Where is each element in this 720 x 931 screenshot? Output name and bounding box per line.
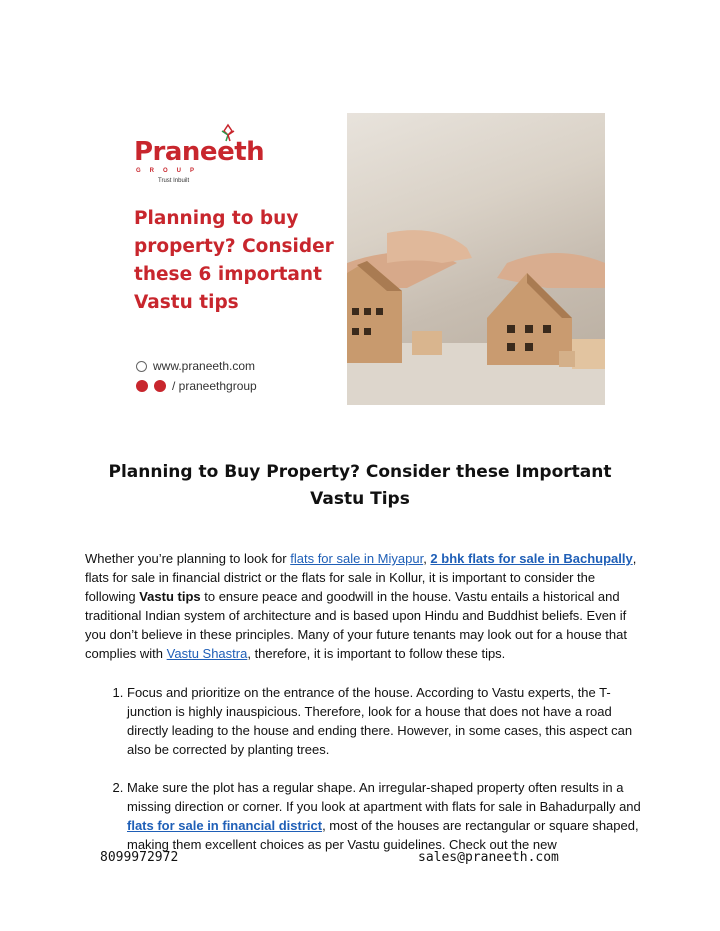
link-2bhk-bachupally[interactable]: 2 bhk flats for sale in Bachupally	[430, 551, 633, 566]
intro-text-5: , therefore, it is important to follow these tips.	[247, 646, 506, 661]
banner-social-row	[136, 379, 257, 393]
hero-banner	[122, 113, 605, 405]
page-title: Planning to Buy Property? Consider these Important Vastu Tips	[108, 462, 612, 509]
article-body	[85, 549, 645, 873]
brand-logo-group: GROUP	[136, 168, 204, 174]
intro-text-3: , flats for sale in financial district or the flats for sale in Kollur, it is important to consider the following	[85, 551, 637, 604]
tip-2-text-a: Make sure the plot has a regular shape. An irregular-shaped property often results in a missing direction or corner. If you look at apartment with flats for sale in Bahadurpally and	[127, 780, 641, 814]
banner-headline: Planning to buy property? Consider these 6 important Vastu tips	[134, 208, 334, 313]
brand-logo: Praneeth	[134, 137, 265, 167]
banner-social-handle: / praneethgroup	[172, 379, 257, 393]
intro-paragraph	[85, 549, 645, 663]
house-models-photo	[347, 113, 605, 405]
instagram-icon	[154, 380, 166, 392]
facebook-icon	[136, 380, 148, 392]
intro-text-1: Whether you’re planning to look for	[85, 551, 291, 566]
intro-text-2: ,	[423, 551, 431, 566]
link-flats-miyapur[interactable]: flats for sale in Miyapur	[290, 551, 424, 566]
intro-bold-vastu-tips: Vastu tips	[139, 589, 201, 604]
footer-phone: 8099972972	[100, 850, 179, 865]
banner-website-row	[136, 359, 255, 373]
brand-tagline: Trust Inbuilt	[158, 178, 190, 184]
banner-website: www.praneeth.com	[153, 359, 256, 373]
link-vastu-shastra[interactable]: Vastu Shastra	[166, 646, 248, 661]
list-item	[127, 778, 645, 854]
link-financial-district[interactable]: flats for sale in financial district	[127, 818, 323, 833]
intro-text-4: to ensure peace and goodwill in the house. Vastu entails a historical and traditional Indian system of architecture and is based upon Hindu and Buddhist beliefs. Even if you don’t believe in these principles. Many of your future tenants may look out for a house that complies with	[85, 589, 627, 661]
footer-email: sales@praneeth.com	[418, 850, 559, 865]
list-item	[127, 683, 645, 759]
banner-text-panel	[122, 113, 346, 405]
globe-icon	[136, 361, 147, 372]
tip-1-text: Focus and prioritize on the entrance of the house. According to Vastu experts, the T-junction is highly inauspicious. Therefore, look for a house that does not have a road directly leading to the house and ending there. However, in some cases, this aspect can also be corrected by planting trees.	[127, 685, 633, 757]
tips-list	[85, 683, 645, 854]
tip-2-text-b: , most of the houses are rectangular or square shaped, making them excellent choices as per Vastu guidelines. Check out the new	[127, 818, 639, 852]
